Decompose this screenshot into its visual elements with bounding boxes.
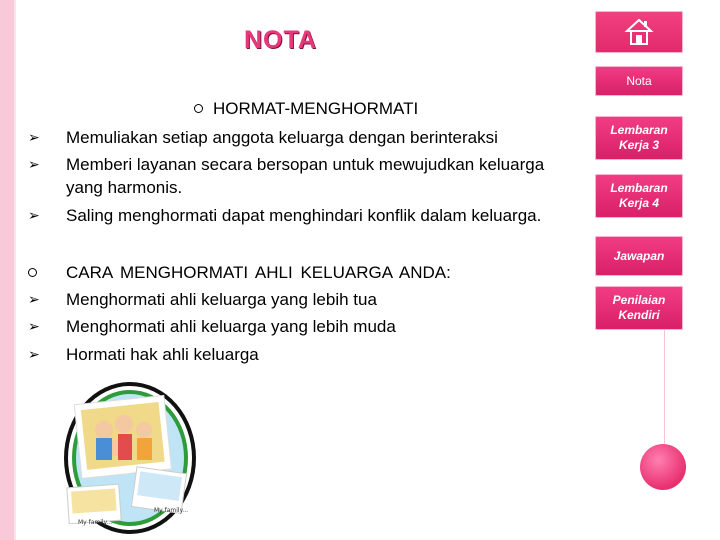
family-photo-image — [62, 378, 198, 534]
home-button[interactable] — [595, 11, 683, 53]
section1-heading: HORMAT-MENGHORMATI — [213, 99, 419, 118]
penilaian-kendiri-label: Penilaian Kendiri — [612, 293, 666, 322]
nota-label: Nota — [626, 73, 652, 88]
photo-caption: My family... — [78, 519, 113, 526]
arrow-bullet-icon: ➢ — [28, 129, 40, 145]
arrow-bullet-icon: ➢ — [28, 156, 40, 172]
list-item: Memberi layanan secara bersopan untuk mewujudkan keluarga — [66, 155, 545, 174]
jawapan-label: Jawapan — [613, 248, 665, 263]
section2-heading: CARA MENGHORMATI AHLI KELUARGA ANDA: — [66, 263, 451, 282]
arrow-bullet-icon: ➢ — [28, 318, 40, 334]
arrow-bullet-icon: ➢ — [28, 346, 40, 362]
list-item-continuation: yang harmonis. — [66, 178, 183, 197]
list-item: Memuliakan setiap anggota keluarga dengan berinteraksi — [66, 128, 498, 147]
circle-bullet-icon — [28, 268, 37, 277]
side-divider-line — [664, 330, 665, 444]
nota-button[interactable] — [595, 66, 683, 96]
jawapan-button[interactable] — [595, 236, 683, 276]
arrow-bullet-icon: ➢ — [28, 291, 40, 307]
list-item: Menghormati ahli keluarga yang lebih tua — [66, 290, 377, 309]
lembaran-kerja-3-button[interactable] — [595, 116, 683, 160]
list-item: Menghormati ahli keluarga yang lebih muda — [66, 317, 396, 336]
photo-caption: My family... — [154, 507, 189, 514]
penilaian-kendiri-button[interactable] — [595, 286, 683, 330]
circle-bullet-icon — [194, 104, 203, 113]
home-icon — [624, 17, 654, 47]
lembaran-kerja-4-label: Lembaran Kerja 4 — [610, 181, 668, 210]
lembaran-kerja-4-button[interactable] — [595, 174, 683, 218]
arrow-bullet-icon: ➢ — [28, 207, 40, 223]
list-item: Saling menghormati dapat menghindari konflik dalam keluarga. — [66, 206, 542, 225]
lembaran-kerja-3-label: Lembaran Kerja 3 — [610, 123, 668, 152]
left-border-decoration — [0, 0, 14, 540]
pink-circle-button[interactable] — [640, 444, 686, 490]
list-item: Hormati hak ahli keluarga — [66, 345, 259, 364]
page-title: NOTA — [244, 26, 317, 54]
